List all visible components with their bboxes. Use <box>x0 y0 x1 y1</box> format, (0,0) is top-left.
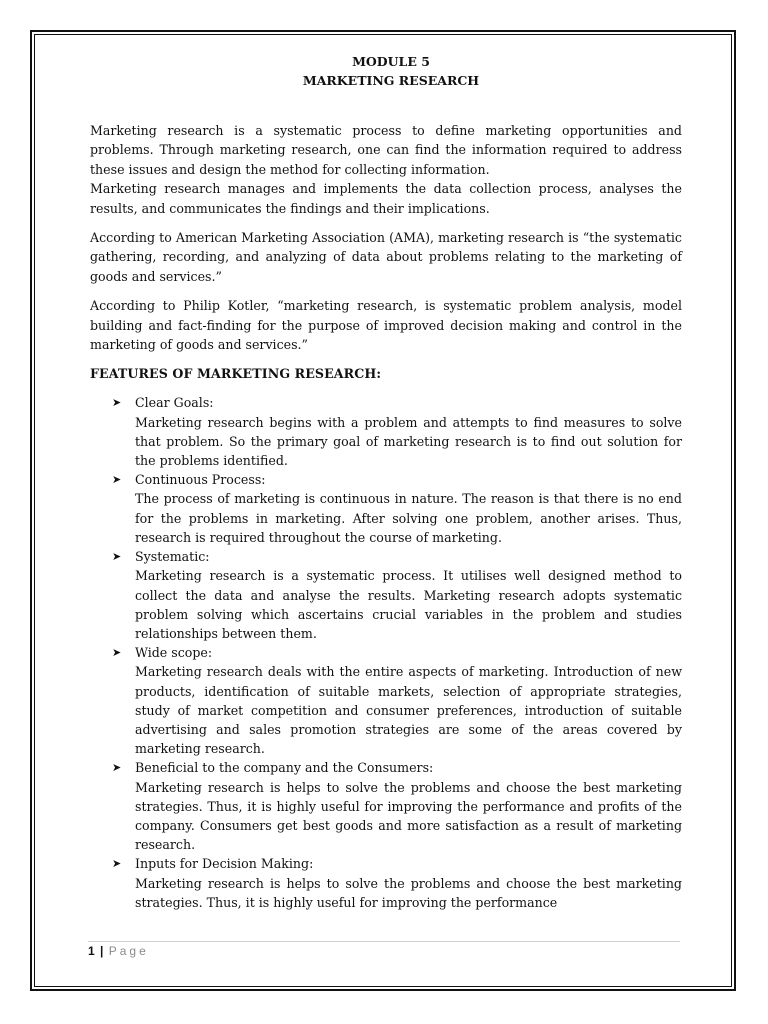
page-title: MARKETING RESEARCH <box>302 73 480 88</box>
list-item <box>90 393 682 470</box>
features-list <box>90 393 682 911</box>
footer-divider <box>88 941 680 942</box>
feature-text: Marketing research deals with the entire aspects of marketing. Introduction of new products, identification of suitable markets, selection of appropriate strategies, study of market competition and consumer preferences, introduction of suitable advertising and sales promotion strategies are some of the areas covered by marketing research. <box>135 664 682 757</box>
document-page <box>90 52 682 912</box>
feature-text: Marketing research begins with a problem and attempts to find measures to solve that problem. So the primary goal of marketing research is to find out solution for the problems identified. <box>135 414 682 469</box>
page-label: Page <box>108 944 149 958</box>
feature-title: Wide scope: <box>135 645 213 661</box>
footer-separator: | <box>100 944 104 958</box>
feature-title: Clear Goals: <box>135 395 214 411</box>
feature-title: Beneficial to the company and the Consumers: <box>135 760 434 776</box>
feature-title: Continuous Process: <box>135 472 266 488</box>
feature-text: Marketing research is a systematic process. It utilises well designed method to collect the data and analyse the results. Marketing research adopts systematic problem solving which ascertains crucial variables in the problem and studies relationships between them. <box>135 568 682 641</box>
list-item <box>90 758 682 854</box>
intro-paragraph-1: Marketing research is a systematic process to define marketing opportunities and problems. Through marketing research, one can find the information required to address these issues and design the method for collecting information. <box>90 123 682 177</box>
arrowhead-bullet-icon: ➤ <box>112 857 122 871</box>
feature-text: Marketing research is helps to solve the problems and choose the best marketing strategies. Thus, it is highly useful for improving the performance <box>135 875 682 910</box>
features-heading: FEATURES OF MARKETING RESEARCH: <box>90 366 382 382</box>
arrowhead-bullet-icon: ➤ <box>112 646 122 660</box>
list-item <box>90 643 682 758</box>
feature-title: Inputs for Decision Making: <box>135 856 314 872</box>
arrowhead-bullet-icon: ➤ <box>112 396 122 410</box>
page-number: 1 <box>88 944 95 958</box>
definition-ama: According to American Marketing Association (AMA), marketing research is “the systematic gathering, recording, and analyzing of data about problems relating to the marketing of goods and services.” <box>90 230 682 284</box>
feature-text: Marketing research is helps to solve the problems and choose the best marketing strategies. Thus, it is highly useful for improving the performance and profits of the company. Consumers get best goods and more satisfaction as a result of marketing research. <box>135 779 682 853</box>
list-item <box>90 854 682 912</box>
module-label: MODULE 5 <box>352 54 430 69</box>
list-item <box>90 547 682 643</box>
feature-title: Systematic: <box>135 549 210 565</box>
arrowhead-bullet-icon: ➤ <box>112 550 122 564</box>
feature-text: The process of marketing is continuous in nature. The reason is that there is no end for the problems in marketing. After solving one problem, another arises. Thus, research is required throughout the course of marketing. <box>135 491 682 545</box>
definition-kotler: According to Philip Kotler, “marketing research, is systematic problem analysis, model building and fact-finding for the purpose of improved decision making and control in the marketing of goods and services.” <box>90 298 682 353</box>
arrowhead-bullet-icon: ➤ <box>112 473 122 487</box>
list-item <box>90 470 682 547</box>
intro-paragraph-2: Marketing research manages and implements the data collection process, analyses the results, and communicates the findings and their implications. <box>90 181 682 216</box>
page-footer <box>88 944 149 958</box>
arrowhead-bullet-icon: ➤ <box>112 761 122 775</box>
